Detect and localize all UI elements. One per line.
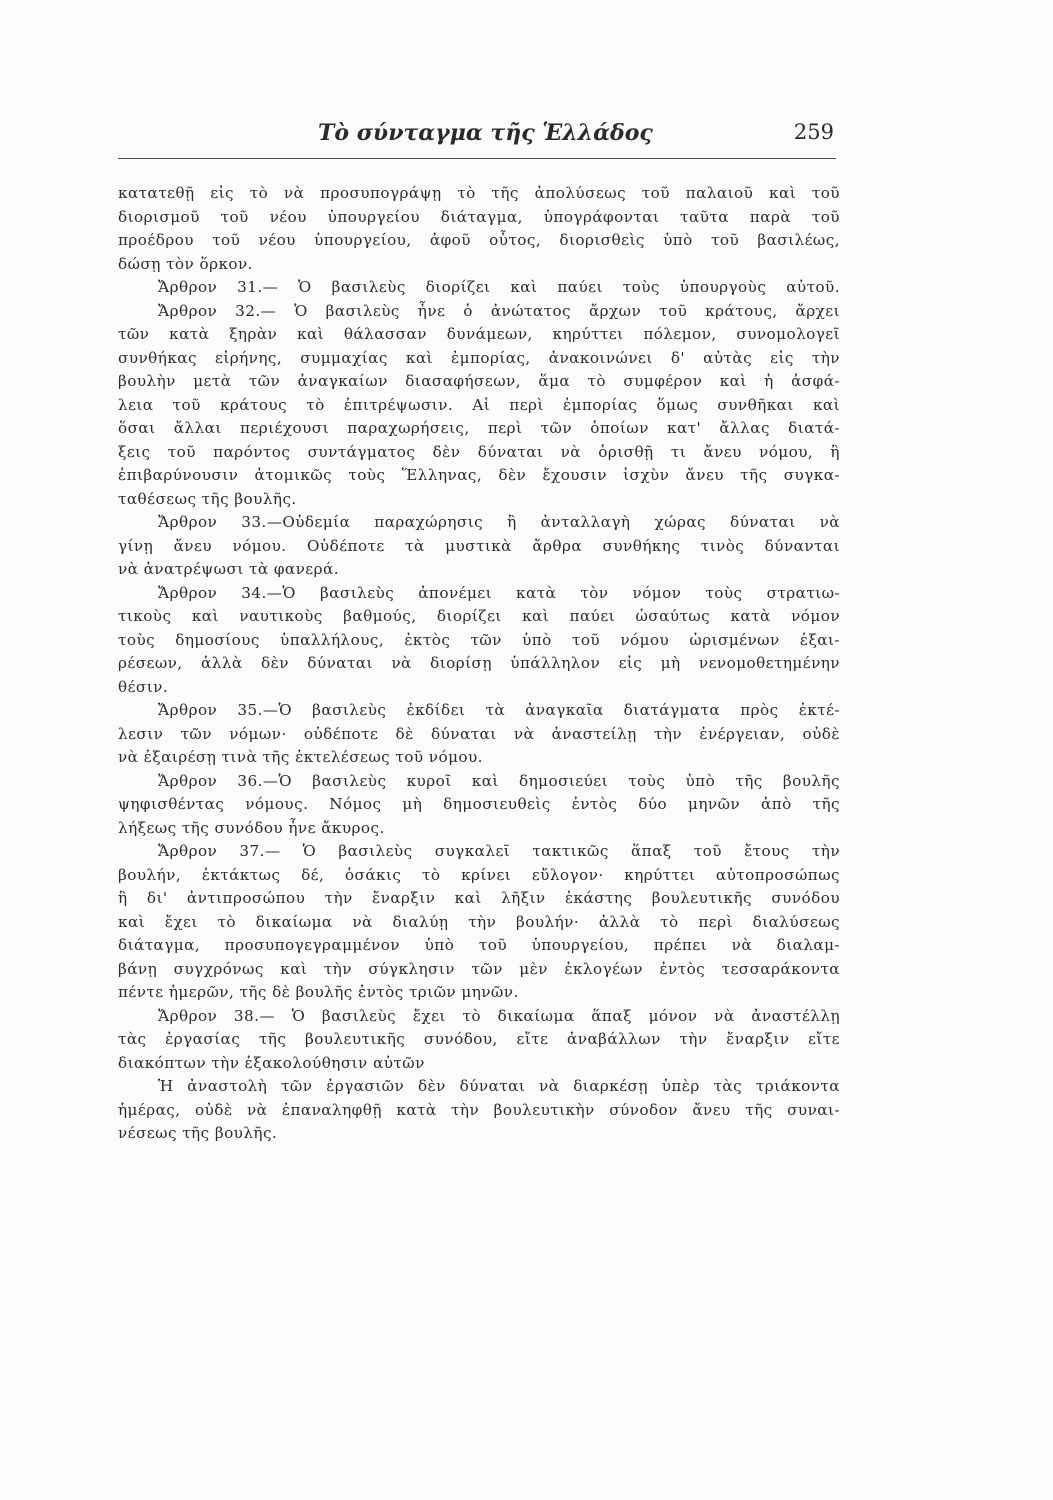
text-line: κατατεθῇ εἰς τὸ νὰ προσυπογράψῃ τὸ τῆς ἀπολύσεως τοῦ παλαιοῦ καὶ τοῦ [118,184,840,202]
text-line: διακόπτων τὴν ἐξακολούθησιν αὐτῶν [118,1053,425,1072]
text-line: Ἄρθρον 35.—Ὁ βασιλεὺς ἐκδίδει τὰ ἀναγκαῖα διατάγματα πρὸς ἐκτέ- [158,701,840,719]
text-line: νὰ ἐξαιρέσῃ τινὰ τῆς ἐκτελέσεως τοῦ νόμου. [118,748,483,766]
header-rule [118,158,836,159]
page-header [118,118,838,154]
text-line: Ἄρθρον 36.—Ὁ βασιλεὺς κυροῖ καὶ δημοσιεύει τοὺς ὑπὸ τῆς βουλῆς [158,771,840,790]
text-line: τὰς ἐργασίας τῆς βουλευτικῆς συνόδου, εἴτε ἀναβάλλων τὴν ἔναρξιν εἴτε [118,1030,840,1048]
text-line: διάταγμα, προσυπογεγραμμένον ὑπὸ τοῦ ὑπουργείου, πρέπει νὰ διαλαμ- [118,936,840,954]
text-line: ψηφισθέντας νόμους. Νόμος μὴ δημοσιευθεὶς ἐντὸς δύο μηνῶν ἀπὸ τῆς [118,795,840,813]
text-line: πέντε ἡμερῶν, τῆς δὲ βουλῆς ἐντὸς τριῶν μηνῶν. [118,983,519,1001]
text-line: ἢ δι' ἀντιπροσώπου τὴν ἔναρξιν καὶ λῆξιν ἑκάστης βουλευτικῆς συνόδου [118,889,840,907]
running-title: Τὸ σύνταγμα τῆς Ἑλλάδος [318,120,653,146]
text-line: ταθέσεως τῆς βουλῆς. [118,489,297,508]
text-line: Ἡ ἀναστολὴ τῶν ἐργασιῶν δὲν δύναται νὰ διαρκέσῃ ὑπὲρ τὰς τριάκοντα [158,1077,840,1095]
text-line: Ἄρθρον 32.— Ὁ βασιλεὺς ἦνε ὁ ἀνώτατος ἄρχων τοῦ κράτους, ἄρχει [158,301,840,320]
text-line: νὰ ἀνατρέψωσι τὰ φανερά. [118,560,339,578]
text-line: ὅσαι ἄλλαι περιέχουσι παραχωρήσεις, περὶ τῶν ὁποίων κατ' ἄλλας διατά- [118,419,840,437]
text-line: ξεις τοῦ παρόντος συντάγματος δὲν δύναται νὰ ὁρισθῇ τι ἄνευ νόμου, ἢ [118,442,840,461]
text-line: βουλήν, ἐκτάκτως δέ, ὁσάκις τὸ κρίνει εὔλογον· κηρύττει αὐτοπροσώπως [118,865,840,884]
text-line: Ἄρθρον 33.—Οὐδεμία παραχώρησις ἢ ἀνταλλαγὴ χώρας δύναται νὰ [158,513,840,531]
text-line: ἐπιβαρύνουσιν ἀτομικῶς τοὺς Ἕλληνας, δὲν ἔχουσιν ἰσχὺν ἄνευ τῆς συγκα- [118,466,840,484]
text-line: λήξεως τῆς συνόδου ἦνε ἄκυρος. [118,818,385,837]
text-line: τοὺς δημοσίους ὑπαλλήλους, ἐκτὸς τῶν ὑπὸ τοῦ νόμου ὡρισμένων ἐξαι- [118,630,840,649]
text-line: τῶν κατὰ ξηρὰν καὶ θάλασσαν δυνάμεων, κηρύττει πόλεμον, συνομολογεῖ [118,325,840,343]
page-number: 259 [793,120,834,144]
text-line: δώσῃ τὸν ὅρκον. [118,254,253,273]
text-line: λεια τοῦ κράτους τὸ ἐπιτρέψωσιν. Αἱ περὶ ἐμπορίας ὅμως συνθῆκαι καὶ [118,395,840,414]
body-text [118,182,840,1146]
text-line: Ἄρθρον 38.— Ὁ βασιλεὺς ἔχει τὸ δικαίωμα ἅπαξ μόνον νὰ ἀναστέλλῃ [158,1006,840,1025]
text-line: ρέσεων, ἀλλὰ δὲν δύναται νὰ διορίσῃ ὑπάλληλον εἰς μὴ νενομοθετημένην [118,654,840,672]
text-line: Ἄρθρον 37.— Ὁ βασιλεὺς συγκαλεῖ τακτικῶς ἅπαξ τοῦ ἔτους τὴν [158,842,840,860]
text-line: λεσιν τῶν νόμων· οὐδέποτε δὲ δύναται νὰ ἀναστείλῃ τὴν ἐνέργειαν, οὐδὲ [118,724,840,743]
text-line: διορισμοῦ τοῦ νέου ὑπουργείου διάταγμα, ὑπογράφονται ταῦτα παρὰ τοῦ [118,207,840,226]
text-line: γίνῃ ἄνευ νόμου. Οὐδέποτε τὰ μυστικὰ ἄρθρα συνθήκης τινὸς δύνανται [118,536,840,555]
text-line: ἡμέρας, οὐδὲ νὰ ἐπαναληφθῇ κατὰ τὴν βουλευτικὴν σύνοδον ἄνευ τῆς συναι- [118,1100,840,1119]
text-line: Ἄρθρον 31.— Ὁ βασιλεὺς διορίζει καὶ παύει τοὺς ὑπουργοὺς αὐτοῦ. [158,278,840,296]
text-line: συνθήκας εἰρήνης, συμμαχίας καὶ ἐμπορίας, ἀνακοινώνει δ' αὐτὰς εἰς τὴν [118,348,840,367]
text-line: βουλὴν μετὰ τῶν ἀναγκαίων διασαφήσεων, ἅμα τὸ συμφέρον καὶ ἡ ἀσφά- [118,372,840,390]
text-line: νέσεως τῆς βουλῆς. [118,1124,278,1142]
text-line: Ἄρθρον 34.—Ὁ βασιλεὺς ἀπονέμει κατὰ τὸν νόμον τοὺς στρατιω- [158,583,840,602]
text-line: θέσιν. [118,677,169,696]
text-line: καὶ ἔχει τὸ δικαίωμα νὰ διαλύῃ τὴν βουλήν· ἀλλὰ τὸ περὶ διαλύσεως [118,912,840,931]
text-line: τικοὺς καὶ ναυτικοὺς βαθμούς, διορίζει καὶ παύει ὡσαύτως κατὰ νόμον [118,607,840,625]
text-line: βάνῃ συγχρόνως καὶ τὴν σύγκλησιν τῶν μὲν ἐκλογέων ἐντὸς τεσσαράκοντα [118,959,840,978]
text-line: προέδρου τοῦ νέου ὑπουργείου, ἀφοῦ οὗτος, διορισθεὶς ὑπὸ τοῦ βασιλέως, [118,231,840,249]
